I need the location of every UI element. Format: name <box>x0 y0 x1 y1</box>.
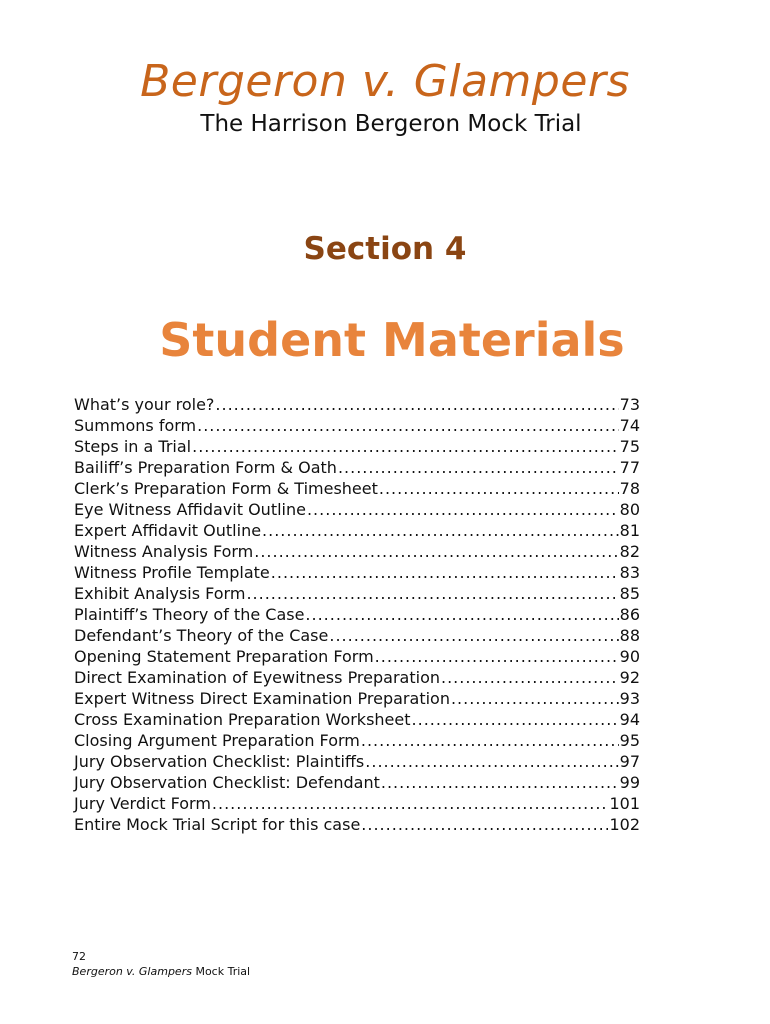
toc-entry-page: 81 <box>619 521 640 540</box>
toc-entry-label: Plaintiff’s Theory of the Case <box>74 605 305 624</box>
toc-entry <box>74 814 640 835</box>
toc-entry-page: 88 <box>619 626 640 645</box>
toc-entry <box>74 436 640 457</box>
toc-entry-page: 94 <box>619 710 640 729</box>
toc-entry-page: 90 <box>619 647 640 666</box>
toc-leader-dots <box>412 709 619 730</box>
toc-entry-page: 102 <box>609 815 640 834</box>
toc-entry-label: Steps in a Trial <box>74 437 192 456</box>
toc-leader-dots <box>381 772 619 793</box>
toc-leader-dots <box>329 625 618 646</box>
toc-entry <box>74 646 640 667</box>
toc-leader-dots <box>307 499 619 520</box>
toc-entry-page: 73 <box>619 395 640 414</box>
toc-entry <box>74 520 640 541</box>
toc-entry-page: 82 <box>619 542 640 561</box>
toc-entry-page: 99 <box>619 773 640 792</box>
section-heading: Section 4 <box>303 231 467 267</box>
toc-entry <box>74 688 640 709</box>
toc-entry-page: 75 <box>619 437 640 456</box>
toc-leader-dots <box>451 688 619 709</box>
toc-entry-label: Direct Examination of Eyewitness Preparation <box>74 668 440 687</box>
toc-entry-label: What’s your role? <box>74 395 215 414</box>
toc-entry-page: 93 <box>619 689 640 708</box>
toc-entry <box>74 562 640 583</box>
toc-leader-dots <box>379 478 619 499</box>
toc-entry-page: 85 <box>619 584 640 603</box>
toc-entry <box>74 793 640 814</box>
toc-entry-page: 74 <box>619 416 640 435</box>
toc-leader-dots <box>441 667 619 688</box>
table-of-contents <box>74 394 640 835</box>
toc-entry-label: Opening Statement Preparation Form <box>74 647 374 666</box>
toc-entry-label: Bailiff’s Preparation Form & Oath <box>74 458 337 477</box>
toc-entry-page: 95 <box>619 731 640 750</box>
toc-leader-dots <box>192 436 619 457</box>
toc-entry <box>74 499 640 520</box>
toc-entry-label: Exhibit Analysis Form <box>74 584 246 603</box>
toc-entry-page: 78 <box>619 479 640 498</box>
footer-title-italic: Bergeron v. Glampers <box>72 965 192 978</box>
footer-running-title <box>72 965 250 978</box>
toc-entry-label: Closing Argument Preparation Form <box>74 731 360 750</box>
toc-entry-page: 83 <box>619 563 640 582</box>
toc-entry-label: Clerk’s Preparation Form & Timesheet <box>74 479 378 498</box>
toc-entry <box>74 625 640 646</box>
toc-leader-dots <box>246 583 618 604</box>
toc-entry <box>74 457 640 478</box>
toc-leader-dots <box>262 520 619 541</box>
toc-entry <box>74 541 640 562</box>
footer-title-rest: Mock Trial <box>191 965 251 978</box>
toc-entry-label: Witness Analysis Form <box>74 542 254 561</box>
document-subtitle: The Harrison Bergeron Mock Trial <box>200 111 582 137</box>
toc-entry-label: Entire Mock Trial Script for this case <box>74 815 361 834</box>
toc-entry-label: Defendant’s Theory of the Case <box>74 626 329 645</box>
toc-leader-dots <box>361 814 608 835</box>
toc-entry <box>74 667 640 688</box>
toc-entry <box>74 730 640 751</box>
footer-page-number: 72 <box>72 950 86 963</box>
toc-entry <box>74 772 640 793</box>
toc-leader-dots <box>338 457 619 478</box>
toc-leader-dots <box>361 730 619 751</box>
toc-leader-dots <box>197 415 619 436</box>
toc-entry-label: Expert Witness Direct Examination Preparation <box>74 689 450 708</box>
toc-leader-dots <box>212 793 609 814</box>
document-title: Bergeron v. Glampers <box>140 56 630 107</box>
toc-entry-page: 80 <box>619 500 640 519</box>
toc-leader-dots <box>305 604 618 625</box>
toc-entry-label: Witness Profile Template <box>74 563 270 582</box>
toc-entry-page: 101 <box>609 794 640 813</box>
toc-entry <box>74 709 640 730</box>
toc-leader-dots <box>215 394 618 415</box>
toc-leader-dots <box>365 751 618 772</box>
toc-entry-label: Eye Witness Affidavit Outline <box>74 500 306 519</box>
toc-entry-page: 92 <box>619 668 640 687</box>
toc-entry <box>74 751 640 772</box>
toc-entry-label: Jury Observation Checklist: Plaintiffs <box>74 752 365 771</box>
materials-heading: Student Materials <box>159 313 625 367</box>
toc-entry-label: Jury Observation Checklist: Defendant <box>74 773 380 792</box>
toc-entry <box>74 604 640 625</box>
toc-entry-label: Expert Affidavit Outline <box>74 521 262 540</box>
toc-entry-page: 97 <box>619 752 640 771</box>
toc-entry <box>74 415 640 436</box>
toc-entry-page: 86 <box>619 605 640 624</box>
toc-entry <box>74 394 640 415</box>
toc-entry-page: 77 <box>619 458 640 477</box>
toc-entry-label: Jury Verdict Form <box>74 794 211 813</box>
toc-leader-dots <box>375 646 619 667</box>
toc-leader-dots <box>271 562 619 583</box>
toc-leader-dots <box>254 541 618 562</box>
toc-entry <box>74 478 640 499</box>
toc-entry <box>74 583 640 604</box>
toc-entry-label: Summons form <box>74 416 197 435</box>
toc-entry-label: Cross Examination Preparation Worksheet <box>74 710 411 729</box>
